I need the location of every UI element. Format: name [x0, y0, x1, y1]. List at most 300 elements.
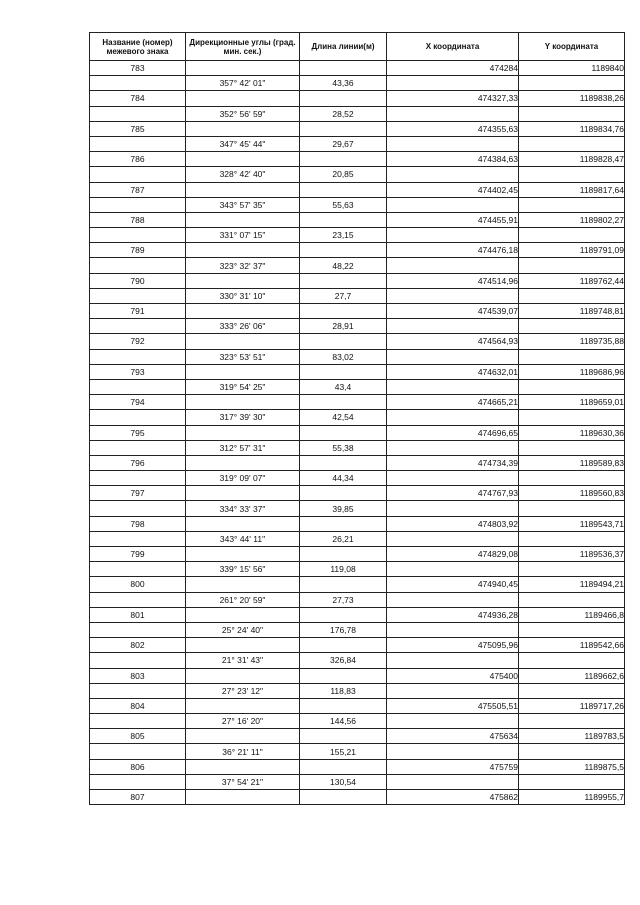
x-coordinate-cell: 474327,33 [387, 91, 519, 106]
x-coordinate-cell: 475400 [387, 668, 519, 683]
direction-angle-cell [186, 425, 300, 440]
point-name-cell [90, 592, 186, 607]
point-name-cell: 791 [90, 304, 186, 319]
direction-angle-cell: 328° 42' 40" [186, 167, 300, 182]
y-coordinate-cell: 1189466,8 [519, 607, 625, 622]
y-coordinate-cell: 1189686,96 [519, 364, 625, 379]
direction-angle-cell: 25° 24' 40" [186, 622, 300, 637]
y-coordinate-cell: 1189560,83 [519, 486, 625, 501]
direction-angle-cell [186, 638, 300, 653]
table-row [90, 182, 625, 197]
point-name-cell: 790 [90, 273, 186, 288]
y-coordinate-cell: 1189838,26 [519, 91, 625, 106]
direction-angle-cell: 347° 45' 44" [186, 136, 300, 151]
table-row [90, 349, 625, 364]
table-row [90, 364, 625, 379]
line-length-cell [300, 516, 387, 531]
line-length-cell: 28,91 [300, 319, 387, 334]
line-length-cell: 39,85 [300, 501, 387, 516]
direction-angle-cell: 27° 23' 12" [186, 683, 300, 698]
y-coordinate-cell [519, 349, 625, 364]
point-name-cell: 795 [90, 425, 186, 440]
table-row [90, 319, 625, 334]
line-length-cell [300, 395, 387, 410]
point-name-cell [90, 410, 186, 425]
direction-angle-cell: 317° 39' 30" [186, 410, 300, 425]
y-coordinate-cell: 1189783,5 [519, 729, 625, 744]
table-row [90, 395, 625, 410]
direction-angle-cell: 334° 33' 37" [186, 501, 300, 516]
table-row [90, 228, 625, 243]
x-coordinate-cell [387, 136, 519, 151]
x-coordinate-cell: 474476,18 [387, 243, 519, 258]
x-coordinate-cell: 474539,07 [387, 304, 519, 319]
x-coordinate-cell: 474803,92 [387, 516, 519, 531]
y-coordinate-cell: 1189791,09 [519, 243, 625, 258]
table-row [90, 698, 625, 713]
point-name-cell [90, 288, 186, 303]
direction-angle-cell [186, 516, 300, 531]
line-length-cell [300, 577, 387, 592]
table-row [90, 288, 625, 303]
line-length-cell [300, 729, 387, 744]
x-coordinate-cell [387, 349, 519, 364]
y-coordinate-cell [519, 167, 625, 182]
direction-angle-cell: 323° 32' 37" [186, 258, 300, 273]
table-row [90, 243, 625, 258]
point-name-cell [90, 714, 186, 729]
y-coordinate-cell [519, 683, 625, 698]
direction-angle-cell: 323° 53' 51" [186, 349, 300, 364]
direction-angle-cell [186, 182, 300, 197]
table-row [90, 486, 625, 501]
y-coordinate-cell [519, 440, 625, 455]
y-coordinate-cell: 1189840 [519, 61, 625, 76]
table-row [90, 668, 625, 683]
direction-angle-cell: 343° 44' 11" [186, 531, 300, 546]
table-row [90, 410, 625, 425]
x-coordinate-cell: 474284 [387, 61, 519, 76]
line-length-cell: 26,21 [300, 531, 387, 546]
y-coordinate-cell [519, 76, 625, 91]
point-name-cell: 786 [90, 152, 186, 167]
table-row [90, 562, 625, 577]
direction-angle-cell: 21° 31' 43" [186, 653, 300, 668]
y-coordinate-cell: 1189717,26 [519, 698, 625, 713]
table-row [90, 729, 625, 744]
point-name-cell: 803 [90, 668, 186, 683]
direction-angle-cell [186, 395, 300, 410]
direction-angle-cell: 261° 20' 59" [186, 592, 300, 607]
table-row [90, 76, 625, 91]
direction-angle-cell: 357° 42' 01" [186, 76, 300, 91]
direction-angle-cell: 343° 57' 35" [186, 197, 300, 212]
x-coordinate-cell [387, 228, 519, 243]
table-row [90, 121, 625, 136]
direction-angle-cell [186, 729, 300, 744]
table-row [90, 759, 625, 774]
y-coordinate-cell: 1189802,27 [519, 212, 625, 227]
x-coordinate-cell [387, 319, 519, 334]
table-row [90, 136, 625, 151]
x-coordinate-cell [387, 562, 519, 577]
line-length-cell [300, 334, 387, 349]
x-coordinate-cell: 474402,45 [387, 182, 519, 197]
line-length-cell: 83,02 [300, 349, 387, 364]
point-name-cell [90, 136, 186, 151]
y-coordinate-cell [519, 288, 625, 303]
x-coordinate-cell [387, 106, 519, 121]
direction-angle-cell: 37° 54' 21" [186, 774, 300, 789]
x-coordinate-cell [387, 744, 519, 759]
line-length-cell: 20,85 [300, 167, 387, 182]
point-name-cell [90, 501, 186, 516]
x-coordinate-cell: 474829,08 [387, 547, 519, 562]
boundary-points-table [89, 32, 625, 805]
point-name-cell: 784 [90, 91, 186, 106]
point-name-cell: 787 [90, 182, 186, 197]
line-length-cell: 176,78 [300, 622, 387, 637]
x-coordinate-cell: 474514,96 [387, 273, 519, 288]
point-name-cell: 792 [90, 334, 186, 349]
line-length-cell: 119,08 [300, 562, 387, 577]
y-coordinate-cell: 1189662,6 [519, 668, 625, 683]
point-name-cell [90, 258, 186, 273]
line-length-cell [300, 304, 387, 319]
y-coordinate-cell [519, 319, 625, 334]
table-row [90, 425, 625, 440]
direction-angle-cell [186, 243, 300, 258]
point-name-cell [90, 471, 186, 486]
point-name-cell: 796 [90, 455, 186, 470]
y-coordinate-cell: 1189589,83 [519, 455, 625, 470]
point-name-cell [90, 774, 186, 789]
header-y-coordinate: Y координата [519, 33, 625, 61]
line-length-cell: 55,63 [300, 197, 387, 212]
point-name-cell: 789 [90, 243, 186, 258]
line-length-cell [300, 486, 387, 501]
table-row [90, 471, 625, 486]
line-length-cell: 27,7 [300, 288, 387, 303]
y-coordinate-cell: 1189536,37 [519, 547, 625, 562]
direction-angle-cell [186, 759, 300, 774]
point-name-cell [90, 197, 186, 212]
point-name-cell: 783 [90, 61, 186, 76]
x-coordinate-cell [387, 531, 519, 546]
table-row [90, 683, 625, 698]
line-length-cell [300, 425, 387, 440]
direction-angle-cell [186, 212, 300, 227]
y-coordinate-cell [519, 379, 625, 394]
point-name-cell: 806 [90, 759, 186, 774]
y-coordinate-cell: 1189748,81 [519, 304, 625, 319]
point-name-cell [90, 167, 186, 182]
table-row [90, 304, 625, 319]
y-coordinate-cell: 1189955,7 [519, 790, 625, 805]
x-coordinate-cell [387, 197, 519, 212]
point-name-cell: 805 [90, 729, 186, 744]
line-length-cell: 28,52 [300, 106, 387, 121]
line-length-cell [300, 61, 387, 76]
x-coordinate-cell [387, 501, 519, 516]
y-coordinate-cell [519, 106, 625, 121]
table-row [90, 455, 625, 470]
table-row [90, 547, 625, 562]
y-coordinate-cell [519, 653, 625, 668]
direction-angle-cell: 333° 26' 06" [186, 319, 300, 334]
line-length-cell: 155,21 [300, 744, 387, 759]
point-name-cell [90, 76, 186, 91]
y-coordinate-cell: 1189494,21 [519, 577, 625, 592]
x-coordinate-cell: 475759 [387, 759, 519, 774]
point-name-cell [90, 622, 186, 637]
table-row [90, 516, 625, 531]
direction-angle-cell [186, 698, 300, 713]
table-row [90, 106, 625, 121]
table-row [90, 91, 625, 106]
direction-angle-cell: 330° 31' 10" [186, 288, 300, 303]
point-name-cell: 798 [90, 516, 186, 531]
line-length-cell [300, 698, 387, 713]
x-coordinate-cell [387, 76, 519, 91]
header-x-coordinate: X координата [387, 33, 519, 61]
point-name-cell: 802 [90, 638, 186, 653]
x-coordinate-cell: 474665,21 [387, 395, 519, 410]
point-name-cell [90, 379, 186, 394]
direction-angle-cell: 312° 57' 31" [186, 440, 300, 455]
line-length-cell: 118,83 [300, 683, 387, 698]
x-coordinate-cell [387, 288, 519, 303]
table-row [90, 638, 625, 653]
direction-angle-cell [186, 577, 300, 592]
x-coordinate-cell [387, 410, 519, 425]
point-name-cell: 794 [90, 395, 186, 410]
point-name-cell: 804 [90, 698, 186, 713]
direction-angle-cell: 319° 54' 25" [186, 379, 300, 394]
line-length-cell: 43,4 [300, 379, 387, 394]
y-coordinate-cell [519, 774, 625, 789]
table-row [90, 258, 625, 273]
table-row [90, 744, 625, 759]
point-name-cell [90, 562, 186, 577]
line-length-cell: 130,54 [300, 774, 387, 789]
direction-angle-cell [186, 121, 300, 136]
point-name-cell [90, 228, 186, 243]
direction-angle-cell [186, 304, 300, 319]
line-length-cell [300, 547, 387, 562]
line-length-cell [300, 668, 387, 683]
point-name-cell: 799 [90, 547, 186, 562]
point-name-cell: 807 [90, 790, 186, 805]
x-coordinate-cell [387, 774, 519, 789]
y-coordinate-cell [519, 228, 625, 243]
y-coordinate-cell [519, 258, 625, 273]
table-row [90, 152, 625, 167]
y-coordinate-cell: 1189817,64 [519, 182, 625, 197]
direction-angle-cell [186, 334, 300, 349]
table-row [90, 440, 625, 455]
line-length-cell [300, 607, 387, 622]
point-name-cell: 800 [90, 577, 186, 592]
direction-angle-cell: 36° 21' 11" [186, 744, 300, 759]
x-coordinate-cell: 475862 [387, 790, 519, 805]
header-line-length: Длина линии(м) [300, 33, 387, 61]
table-row [90, 592, 625, 607]
direction-angle-cell: 339° 15' 56" [186, 562, 300, 577]
line-length-cell [300, 91, 387, 106]
point-name-cell: 797 [90, 486, 186, 501]
line-length-cell [300, 790, 387, 805]
header-direction-angle: Дирекционные углы (град. мин. сек.) [186, 33, 300, 61]
table-row [90, 334, 625, 349]
direction-angle-cell [186, 607, 300, 622]
x-coordinate-cell [387, 440, 519, 455]
x-coordinate-cell [387, 379, 519, 394]
line-length-cell: 27,73 [300, 592, 387, 607]
y-coordinate-cell [519, 471, 625, 486]
direction-angle-cell [186, 273, 300, 288]
y-coordinate-cell: 1189659,01 [519, 395, 625, 410]
line-length-cell: 55,38 [300, 440, 387, 455]
line-length-cell [300, 364, 387, 379]
x-coordinate-cell: 475634 [387, 729, 519, 744]
table-row [90, 197, 625, 212]
table-row [90, 790, 625, 805]
y-coordinate-cell: 1189542,66 [519, 638, 625, 653]
table-row [90, 379, 625, 394]
table-row [90, 61, 625, 76]
line-length-cell: 48,22 [300, 258, 387, 273]
y-coordinate-cell [519, 744, 625, 759]
x-coordinate-cell: 474384,63 [387, 152, 519, 167]
line-length-cell [300, 212, 387, 227]
y-coordinate-cell: 1189762,44 [519, 273, 625, 288]
direction-angle-cell [186, 790, 300, 805]
line-length-cell [300, 182, 387, 197]
y-coordinate-cell [519, 592, 625, 607]
line-length-cell [300, 152, 387, 167]
line-length-cell: 44,34 [300, 471, 387, 486]
x-coordinate-cell: 475505,51 [387, 698, 519, 713]
y-coordinate-cell [519, 714, 625, 729]
x-coordinate-cell: 474696,65 [387, 425, 519, 440]
x-coordinate-cell [387, 653, 519, 668]
table-row [90, 273, 625, 288]
point-name-cell [90, 653, 186, 668]
table-row [90, 577, 625, 592]
line-length-cell [300, 121, 387, 136]
y-coordinate-cell [519, 622, 625, 637]
line-length-cell: 23,15 [300, 228, 387, 243]
y-coordinate-cell: 1189828,47 [519, 152, 625, 167]
x-coordinate-cell: 474767,93 [387, 486, 519, 501]
y-coordinate-cell [519, 531, 625, 546]
direction-angle-cell: 331° 07' 15" [186, 228, 300, 243]
x-coordinate-cell: 474940,45 [387, 577, 519, 592]
line-length-cell [300, 638, 387, 653]
y-coordinate-cell [519, 136, 625, 151]
direction-angle-cell [186, 152, 300, 167]
table-row [90, 653, 625, 668]
y-coordinate-cell: 1189834,76 [519, 121, 625, 136]
x-coordinate-cell: 474355,63 [387, 121, 519, 136]
x-coordinate-cell [387, 471, 519, 486]
direction-angle-cell: 352° 56' 59" [186, 106, 300, 121]
y-coordinate-cell [519, 501, 625, 516]
table-row [90, 212, 625, 227]
x-coordinate-cell: 474632,01 [387, 364, 519, 379]
point-name-cell [90, 440, 186, 455]
direction-angle-cell: 319° 09' 07" [186, 471, 300, 486]
y-coordinate-cell [519, 562, 625, 577]
table-body [90, 61, 625, 805]
line-length-cell: 326,84 [300, 653, 387, 668]
line-length-cell [300, 455, 387, 470]
x-coordinate-cell [387, 683, 519, 698]
point-name-cell: 785 [90, 121, 186, 136]
direction-angle-cell [186, 91, 300, 106]
point-name-cell: 788 [90, 212, 186, 227]
x-coordinate-cell: 474564,93 [387, 334, 519, 349]
line-length-cell: 144,56 [300, 714, 387, 729]
x-coordinate-cell: 475095,96 [387, 638, 519, 653]
direction-angle-cell [186, 61, 300, 76]
point-name-cell: 801 [90, 607, 186, 622]
x-coordinate-cell: 474936,28 [387, 607, 519, 622]
direction-angle-cell: 27° 16' 20" [186, 714, 300, 729]
y-coordinate-cell [519, 197, 625, 212]
table-row [90, 501, 625, 516]
point-name-cell [90, 744, 186, 759]
point-name-cell: 793 [90, 364, 186, 379]
header-row [90, 33, 625, 61]
y-coordinate-cell: 1189735,88 [519, 334, 625, 349]
table-row [90, 622, 625, 637]
table-row [90, 167, 625, 182]
direction-angle-cell [186, 455, 300, 470]
x-coordinate-cell: 474734,39 [387, 455, 519, 470]
y-coordinate-cell: 1189875,5 [519, 759, 625, 774]
direction-angle-cell [186, 486, 300, 501]
direction-angle-cell [186, 364, 300, 379]
point-name-cell [90, 349, 186, 364]
table-row [90, 714, 625, 729]
x-coordinate-cell: 474455,91 [387, 212, 519, 227]
direction-angle-cell [186, 668, 300, 683]
line-length-cell: 43,36 [300, 76, 387, 91]
y-coordinate-cell [519, 410, 625, 425]
line-length-cell [300, 759, 387, 774]
table-row [90, 607, 625, 622]
table-row [90, 531, 625, 546]
x-coordinate-cell [387, 167, 519, 182]
point-name-cell [90, 683, 186, 698]
y-coordinate-cell: 1189543,71 [519, 516, 625, 531]
line-length-cell [300, 273, 387, 288]
x-coordinate-cell [387, 258, 519, 273]
x-coordinate-cell [387, 714, 519, 729]
direction-angle-cell [186, 547, 300, 562]
table-header [90, 33, 625, 61]
line-length-cell [300, 243, 387, 258]
y-coordinate-cell: 1189630,36 [519, 425, 625, 440]
point-name-cell [90, 531, 186, 546]
point-name-cell [90, 106, 186, 121]
x-coordinate-cell [387, 592, 519, 607]
header-point-name: Название (номер) межевого знака [90, 33, 186, 61]
line-length-cell: 42,54 [300, 410, 387, 425]
x-coordinate-cell [387, 622, 519, 637]
